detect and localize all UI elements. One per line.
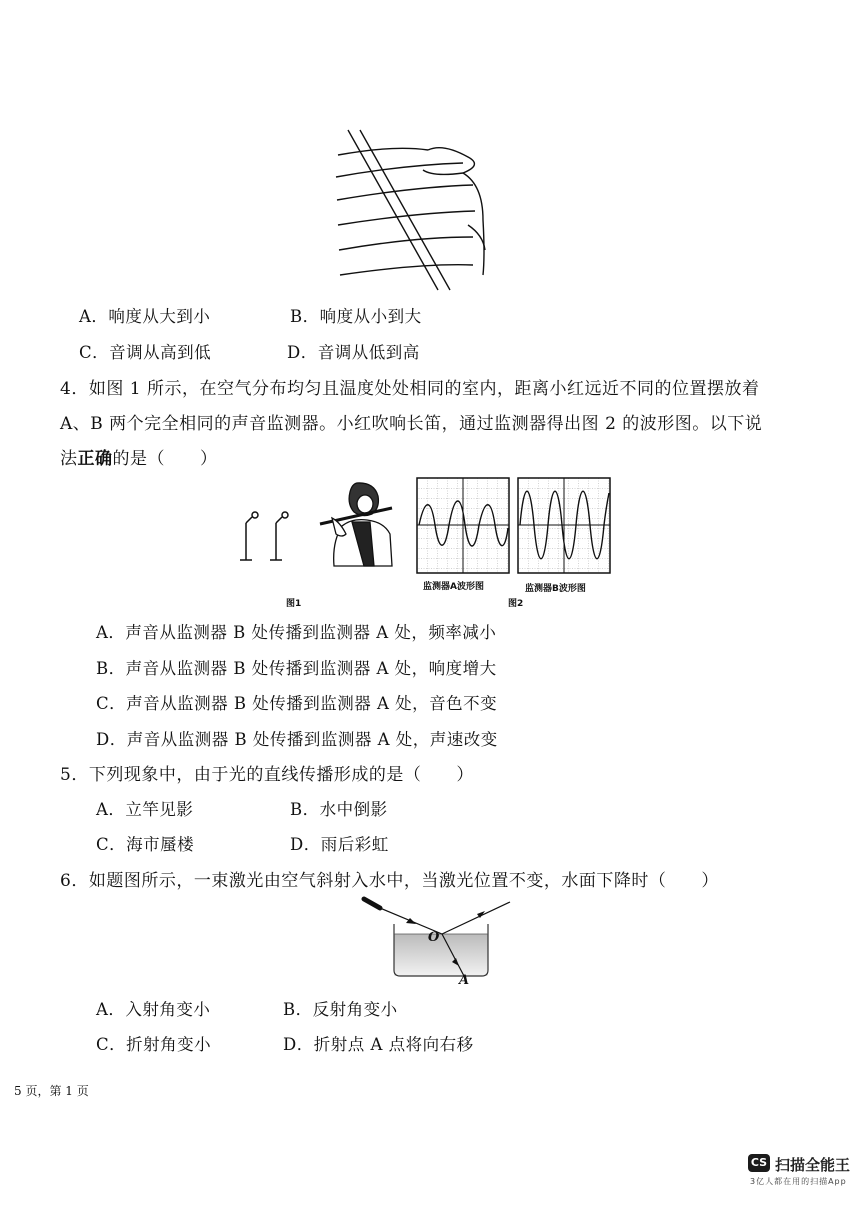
monitor-stands-figure <box>238 505 298 565</box>
fig1-label: 图1 <box>286 599 302 609</box>
q5-option-a: A．立竿见影 <box>96 800 194 819</box>
scanner-brand-name: 扫描全能王 <box>775 1156 851 1174</box>
q6-option-d: D．折射点 A 点将向右移 <box>283 1035 474 1054</box>
q3-option-d: D．音调从低到高 <box>287 343 420 362</box>
page-number: 5 页，第 1 页 <box>14 1084 89 1098</box>
q6-option-b: B．反射角变小 <box>283 1000 398 1019</box>
q4-stem-post: 的是（ ） <box>112 449 218 469</box>
q3-option-a: A．响度从大到小 <box>79 307 211 326</box>
q3-option-c: C．音调从高到低 <box>79 343 212 362</box>
q5-stem: 5．下列现象中，由于光的直线传播形成的是（ ） <box>60 765 474 785</box>
scanner-tagline: 3亿人都在用的扫描App <box>750 1177 847 1186</box>
string-figure <box>333 125 493 295</box>
waveform-b-chart <box>518 478 610 573</box>
wave-a-label: 监测器A波形图 <box>423 582 484 592</box>
q6-option-c: C．折射角变小 <box>96 1035 212 1054</box>
fig2-label: 图2 <box>508 599 524 609</box>
cs-badge-icon <box>748 1154 770 1172</box>
q5-option-b: B．水中倒影 <box>290 800 388 819</box>
point-o-label: O <box>428 930 440 945</box>
q4-stem-line2: A、B 两个完全相同的声音监测器。小红吹响长笛，通过监测器得出图 2 的波形图。以下说 <box>60 414 763 434</box>
q4-stem-line3 <box>60 444 218 469</box>
point-a-label: A <box>459 973 470 988</box>
cs-badge-text: CS <box>750 1156 768 1169</box>
q3-option-b: B．响度从小到大 <box>290 307 422 326</box>
q5-option-d: D．雨后彩虹 <box>290 835 389 854</box>
q4-stem-pre: 法 <box>60 449 78 469</box>
q6-option-a: A．入射角变小 <box>96 1000 211 1019</box>
wave-b-label: 监测器B波形图 <box>525 584 586 594</box>
q4-option-b: B．声音从监测器 B 处传播到监测器 A 处，响度增大 <box>96 659 497 678</box>
q4-option-d: D．声音从监测器 B 处传播到监测器 A 处，声速改变 <box>96 730 498 749</box>
q6-stem: 6．如题图所示，一束激光由空气斜射入水中，当激光位置不变，水面下降时（ ） <box>60 871 719 891</box>
q5-option-c: C．海市蜃楼 <box>96 835 195 854</box>
flute-player-figure <box>312 478 402 568</box>
waveform-a-chart <box>417 478 509 573</box>
q4-stem-bold: 正确 <box>77 449 113 469</box>
q4-option-c: C．声音从监测器 B 处传播到监测器 A 处，音色不变 <box>96 694 498 713</box>
q4-option-a: A．声音从监测器 B 处传播到监测器 A 处，频率减小 <box>96 623 497 642</box>
q4-stem-line1: 4．如图 1 所示，在空气分布均匀且温度处处相同的室内，距离小红远近不同的位置摆放着 <box>60 379 760 399</box>
